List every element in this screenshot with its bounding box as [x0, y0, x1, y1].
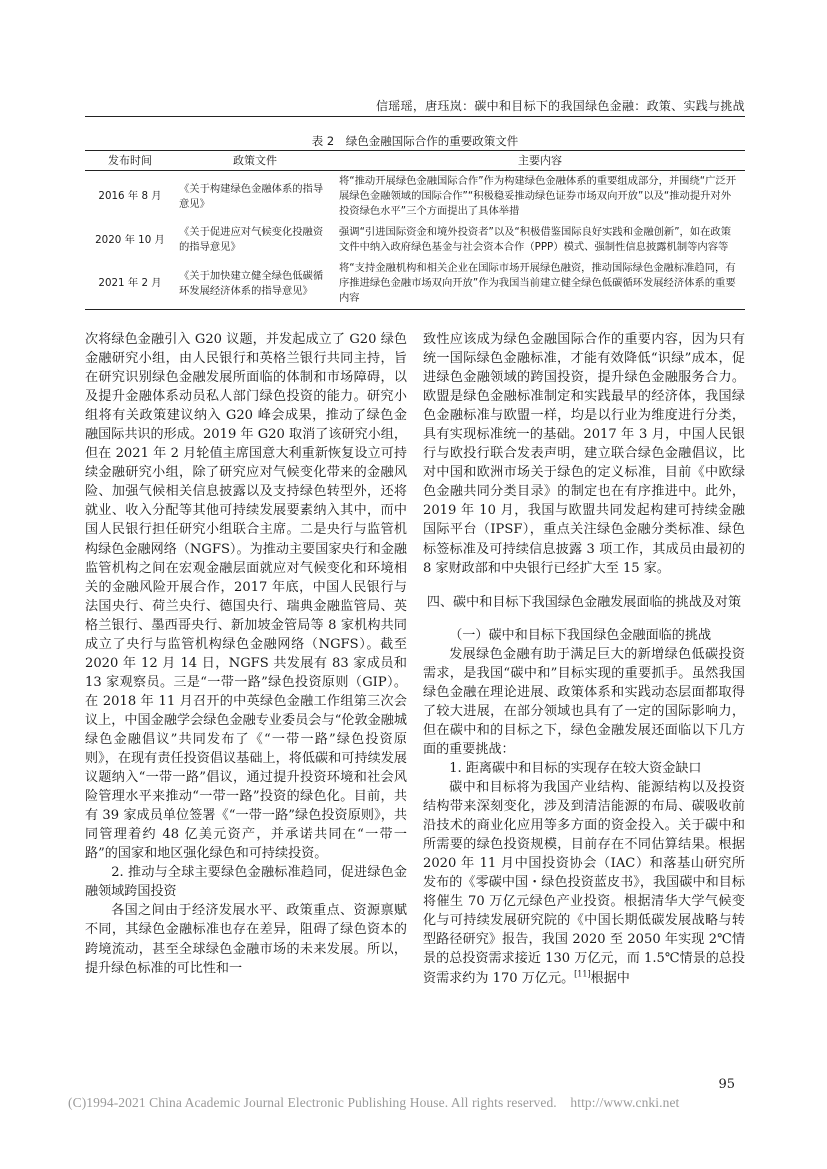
cell-date: 2020 年 10 月 — [95, 233, 165, 246]
copyright-watermark: (C)1994-2021 China Academic Journal Electronic Publishing House. All rights reserved. http://www.cnki.net — [68, 1095, 680, 1110]
table-caption: 表 2 绿色金融国际合作的重要政策文件 — [311, 134, 519, 148]
paragraph-text: 碳中和目标将为我国产业结构、能源结构以及投资结构带来深刻变化，涉及到清洁能源的布局、碳吸收前沿技术的商业化应用等多方面的资金投入。关于碳中和所需要的绿色投资规模，目前存在不同估算结果。根据 2020 年 11 月中国投资协会（IAC）和落基山研究所发布的《零碳中国・绿色投资蓝皮书》，我国碳中和目标将催生 70 万亿元绿色产业投资。根据清华大学气候变化与可持续发展研究院的《中国长期低碳发展战略与转型路径研究》报告，我国 2020 至 2050 年实现 2℃情景的总投资需求接近 130 万亿元，而 1.5℃情景的总投资需求约为 170 万亿元。 — [423, 780, 745, 986]
table-row — [85, 171, 745, 223]
left-column — [85, 330, 407, 978]
body-paragraph: 次将绿色金融引入 G20 议题，并发起成立了 G20 绿色金融研究小组，由人民银行和英格兰银行共同主持，旨在研究识别绿色金融发展所面临的体制和市场障碍，以及提升金融体系动员私人部门绿色投资的能力。研究小组将有关政策建议纳入 G20 峰会成果，推动了绿色金融国际共识的形成。2019 年 G20 取消了该研究小组，但在 2021 年 2 月轮值主席国意大利重新恢复设立可持续金融研究小组，除了研究应对气候变化带来的金融风险、加强气候相关信息披露以及支持绿色转型外，还将就业、收入分配等其他可持续发展要素纳入其中，而中国人民银行担任研究小组联合主席。二是央行与监管机构绿色金融网络（NGFS）。为推动主要国家央行和金融监管机构之间在宏观金融层面就应对气候变化和环境相关的金融风险开展合作，2017 年底，中国人民银行与法国央行、荷兰央行、德国央行、瑞典金融监管局、英格兰银行、墨西哥央行、新加坡金管局等 8 家机构共同成立了央行与监管机构绿色金融网络（NGFS）。截至 2020 年 12 月 14 日，NGFS 共发展有 83 家成员和 13 家观察员。三是“一带一路”绿色投资原则（GIP）。在 2018 年 11 月召开的中英绿色金融工作组第三次会议上，中国金融学会绿色金融专业委员会与“伦敦金融城绿色金融倡议”共同发布了《“一带一路”绿色投资原则》，在现有责任投资倡议基础上，将低碳和可持续发展议题纳入“一带一路”倡议，通过提升投资环境和社会风险管理水平来推动“一带一路”投资的绿色化。目前，共有 39 家成员单位签署《“一带一路”绿色投资原则》，共同管理着约 48 亿美元资产，并承诺共同在“一带一路”的国家和地区强化绿色和可持续投资。 — [85, 332, 407, 862]
body-paragraph: 发展绿色金融有助于满足巨大的新增绿色低碳投资需求，是我国“碳中和”目标实现的重要抓手。虽然我国绿色金融在理论进展、政策体系和实践动态层面都取得了较大进展，在部分领域也具有了一定的国际影响力，但在碳中和的目标之下，绿色金融发展还面临以下几方面的重要挑战： — [423, 646, 745, 757]
cell-document: 《关于构建绿色金融体系的指导意见》 — [179, 182, 324, 210]
cell-document: 《关于促进应对气候变化投融资的指导意见》 — [179, 226, 324, 253]
subsection-title: （一）碳中和目标下我国绿色金融面临的挑战 — [449, 627, 712, 643]
policy-table — [85, 150, 745, 310]
table-header-row — [85, 151, 745, 171]
table-row — [85, 222, 745, 258]
paragraph-tail: 根据中 — [590, 970, 630, 986]
body-paragraph: 致性应该成为绿色金融国际合作的重要内容，因为只有统一国际绿色金融标准，才能有效降低“识绿”成本，促进绿色金融领域的跨国投资，提升绿色金融服务合力。欧盟是绿色金融标准制定和实践最早的经济体，我国绿色金融标准与欧盟一样，均是以行业为维度进行分类，具有实现标准统一的基础。2017 年 3 月，中国人民银行与欧投行联合发表声明，建立联合绿色金融倡议，比对中国和欧洲市场关于绿色的定义标准，目前《中欧绿色金融共同分类目录》的制定也在有序推进中。此外，2019 年 10 月，我国与欧盟共同发起构建可持续金融国际平台（IPSF），重点关注绿色金融分类标准、绿色标签标准及可持续信息披露 3 项工作，其成员由最初的 8 家财政部和中央银行已经扩大至 15 家。 — [423, 332, 745, 576]
subheading: 2. 推动与全球主要绿色金融标准趋同，促进绿色金融领域跨国投资 — [85, 865, 407, 900]
table-row — [85, 258, 745, 310]
right-column — [423, 330, 745, 988]
column-header-document: 政策文件 — [175, 151, 335, 171]
page-number: 95 — [718, 1077, 735, 1092]
section-title: 四、碳中和目标下我国绿色金融发展面临的挑战及对策 — [426, 594, 742, 610]
cell-date: 2021 年 2 月 — [85, 258, 175, 310]
citation-marker: [11] — [574, 969, 591, 979]
cell-content: 将“推动开展绿色金融国际合作”作为构建绿色金融体系的重要组成部分，并围绕“广泛开展绿色金融领域的国际合作”“积极稳妥推动绿色证券市场双向开放”以及“推动提升对外投资绿色水平”三个方面提出了具体举措 — [339, 175, 736, 217]
body-paragraph — [423, 778, 745, 988]
running-header: 信瑶瑶，唐珏岚：碳中和目标下的我国绿色金融：政策、实践与挑战 — [375, 99, 745, 113]
header-rule — [85, 116, 745, 117]
cell-content: 强调“引进国际资金和境外投资者”以及“积极借鉴国际良好实践和金融创新”，如在政策文件中纳入政府绿色基金与社会资本合作（PPP）模式、强制性信息披露机制等内容等 — [339, 226, 732, 253]
cell-document: 《关于加快建立健全绿色低碳循环发展经济体系的指导意见》 — [175, 258, 335, 310]
subheading: 1. 距离碳中和目标的实现存在较大资金缺口 — [449, 760, 702, 776]
column-header-content: 主要内容 — [335, 151, 745, 171]
body-paragraph: 各国之间由于经济发展水平、政策重点、资源禀赋不同，其绿色金融标准也存在差异，阻碍了绿色资本的跨境流动，甚至全球绿色金融市场的未来发展。所以，提升绿色标准的可比性和一 — [85, 903, 407, 976]
column-header-date: 发布时间 — [85, 151, 175, 171]
cell-date: 2016 年 8 月 — [98, 190, 162, 202]
cell-content: 将“支持金融机构和相关企业在国际市场开展绿色融资，推动国际绿色金融标准趋同，有序推进绿色金融市场双向开放”作为我国当前建立健全绿色低碳循环发展经济体系的重要内容 — [335, 258, 745, 310]
